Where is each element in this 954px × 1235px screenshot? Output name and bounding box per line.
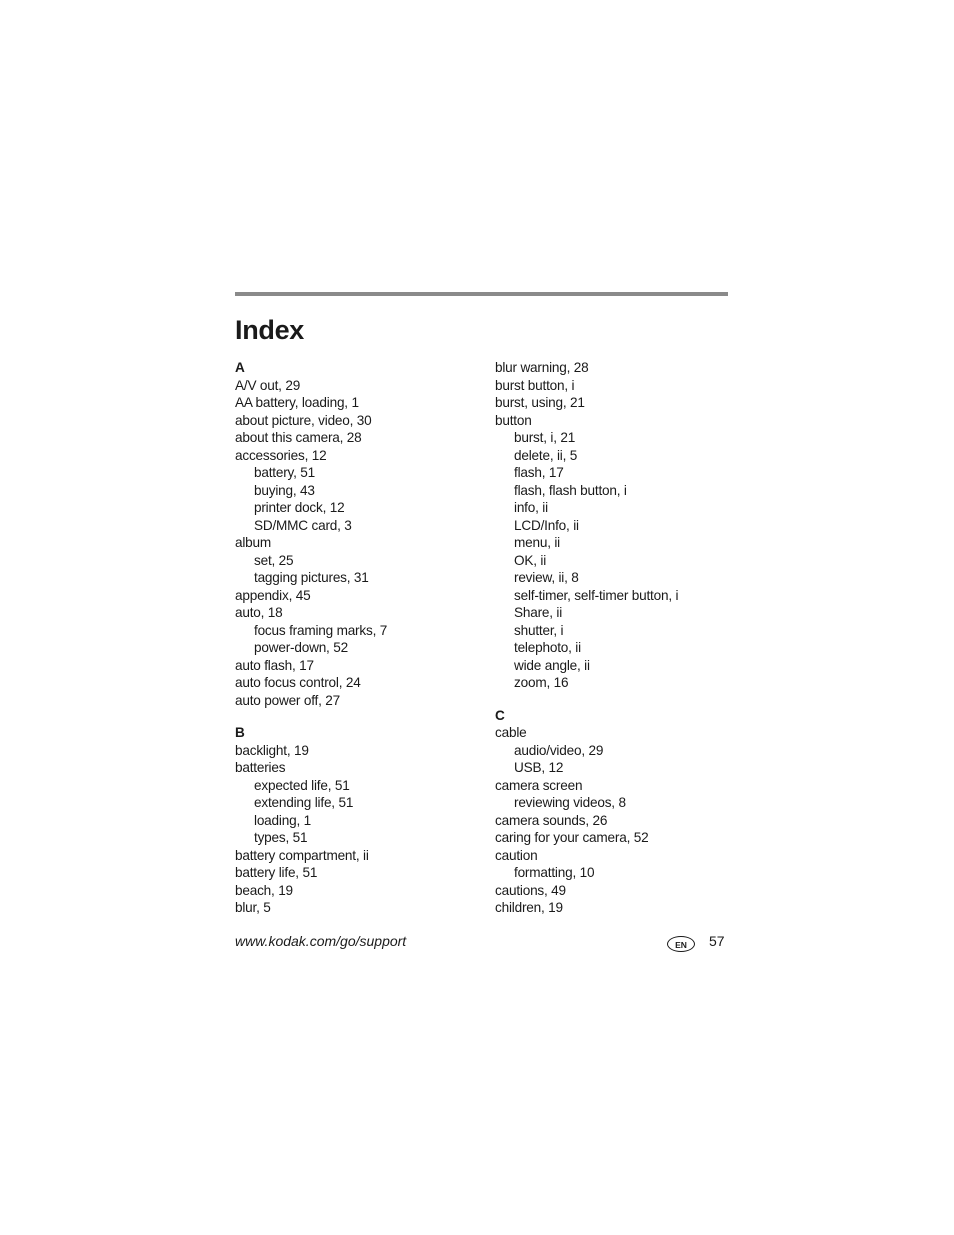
index-subentry: telephoto, ii (514, 640, 581, 655)
index-entry: auto focus control, 24 (235, 675, 361, 690)
index-subentry: menu, ii (514, 535, 560, 550)
index-subentry: audio/video, 29 (514, 742, 604, 758)
index-subentry: Share, ii (514, 605, 563, 620)
index-subentry: battery, 51 (254, 465, 316, 480)
index-entry: auto power off, 27 (235, 692, 340, 708)
index-entry: children, 19 (495, 900, 563, 915)
index-entry: about this camera, 28 (235, 430, 362, 445)
index-subentry: flash, 17 (514, 465, 564, 480)
language-badge: EN (667, 936, 695, 952)
index-entry: blur, 5 (235, 900, 271, 915)
index-entry: burst button, i (495, 377, 575, 393)
index-entry: beach, 19 (235, 882, 293, 898)
page-title: Index (235, 315, 305, 345)
index-subentry: extending life, 51 (254, 795, 354, 810)
index-entry: auto, 18 (235, 605, 283, 620)
index-column-left (235, 359, 475, 917)
index-entry: caring for your camera, 52 (495, 830, 649, 845)
index-subentry: formatting, 10 (514, 865, 595, 880)
index-entry: battery life, 51 (235, 865, 318, 880)
index-subentry: info, ii (514, 500, 548, 515)
index-subentry: review, ii, 8 (514, 570, 579, 585)
index-column-right (495, 359, 735, 917)
index-entry: battery compartment, ii (235, 847, 369, 863)
index-entry: auto flash, 17 (235, 657, 314, 673)
index-entry: camera screen (495, 777, 583, 793)
index-subentry: zoom, 16 (514, 675, 569, 690)
page-number: 57 (709, 933, 725, 949)
index-entry: accessories, 12 (235, 447, 327, 463)
index-subentry: flash, flash button, i (514, 482, 627, 498)
index-subentry: power-down, 52 (254, 640, 348, 655)
index-entry: burst, using, 21 (495, 395, 585, 410)
index-subentry: burst, i, 21 (514, 430, 576, 445)
index-entry: blur warning, 28 (495, 360, 589, 375)
index-entry: AA battery, loading, 1 (235, 395, 359, 410)
index-subentry: buying, 43 (254, 482, 315, 498)
index-entry: about picture, video, 30 (235, 412, 372, 428)
index-entry: A/V out, 29 (235, 377, 301, 393)
index-entry: album (235, 535, 272, 550)
index-entry: button (495, 412, 532, 428)
index-entry: backlight, 19 (235, 742, 309, 758)
index-subentry: delete, ii, 5 (514, 447, 578, 463)
index-subentry: tagging pictures, 31 (254, 570, 369, 585)
index-subentry: printer dock, 12 (254, 500, 345, 515)
index-subentry: shutter, i (514, 622, 564, 638)
index-subentry: focus framing marks, 7 (254, 622, 388, 638)
index-subentry: loading, 1 (254, 812, 311, 828)
section-spacer (235, 709, 475, 724)
index-subentry: expected life, 51 (254, 777, 350, 793)
index-entry: cable (495, 725, 527, 740)
index-entry: appendix, 45 (235, 587, 311, 603)
index-subentry: set, 25 (254, 552, 294, 568)
index-subentry: OK, ii (514, 552, 547, 568)
index-entry: camera sounds, 26 (495, 812, 608, 828)
index-entry: caution (495, 847, 538, 863)
index-subentry: self-timer, self-timer button, i (514, 587, 679, 603)
section-spacer (495, 692, 735, 707)
index-subentry: reviewing videos, 8 (514, 795, 626, 810)
index-subentry: USB, 12 (514, 760, 564, 775)
header-rule (235, 292, 728, 296)
index-entry: cautions, 49 (495, 882, 566, 898)
index-subentry: LCD/Info, ii (514, 517, 579, 533)
index-section-letter: A (235, 360, 245, 375)
footer-url: www.kodak.com/go/support (235, 933, 407, 949)
index-entry: batteries (235, 760, 286, 775)
index-subentry: wide angle, ii (514, 657, 590, 673)
index-subentry: types, 51 (254, 830, 308, 845)
index-section-letter: B (235, 725, 245, 740)
index-section-letter: C (495, 707, 505, 723)
index-subentry: SD/MMC card, 3 (254, 517, 352, 533)
